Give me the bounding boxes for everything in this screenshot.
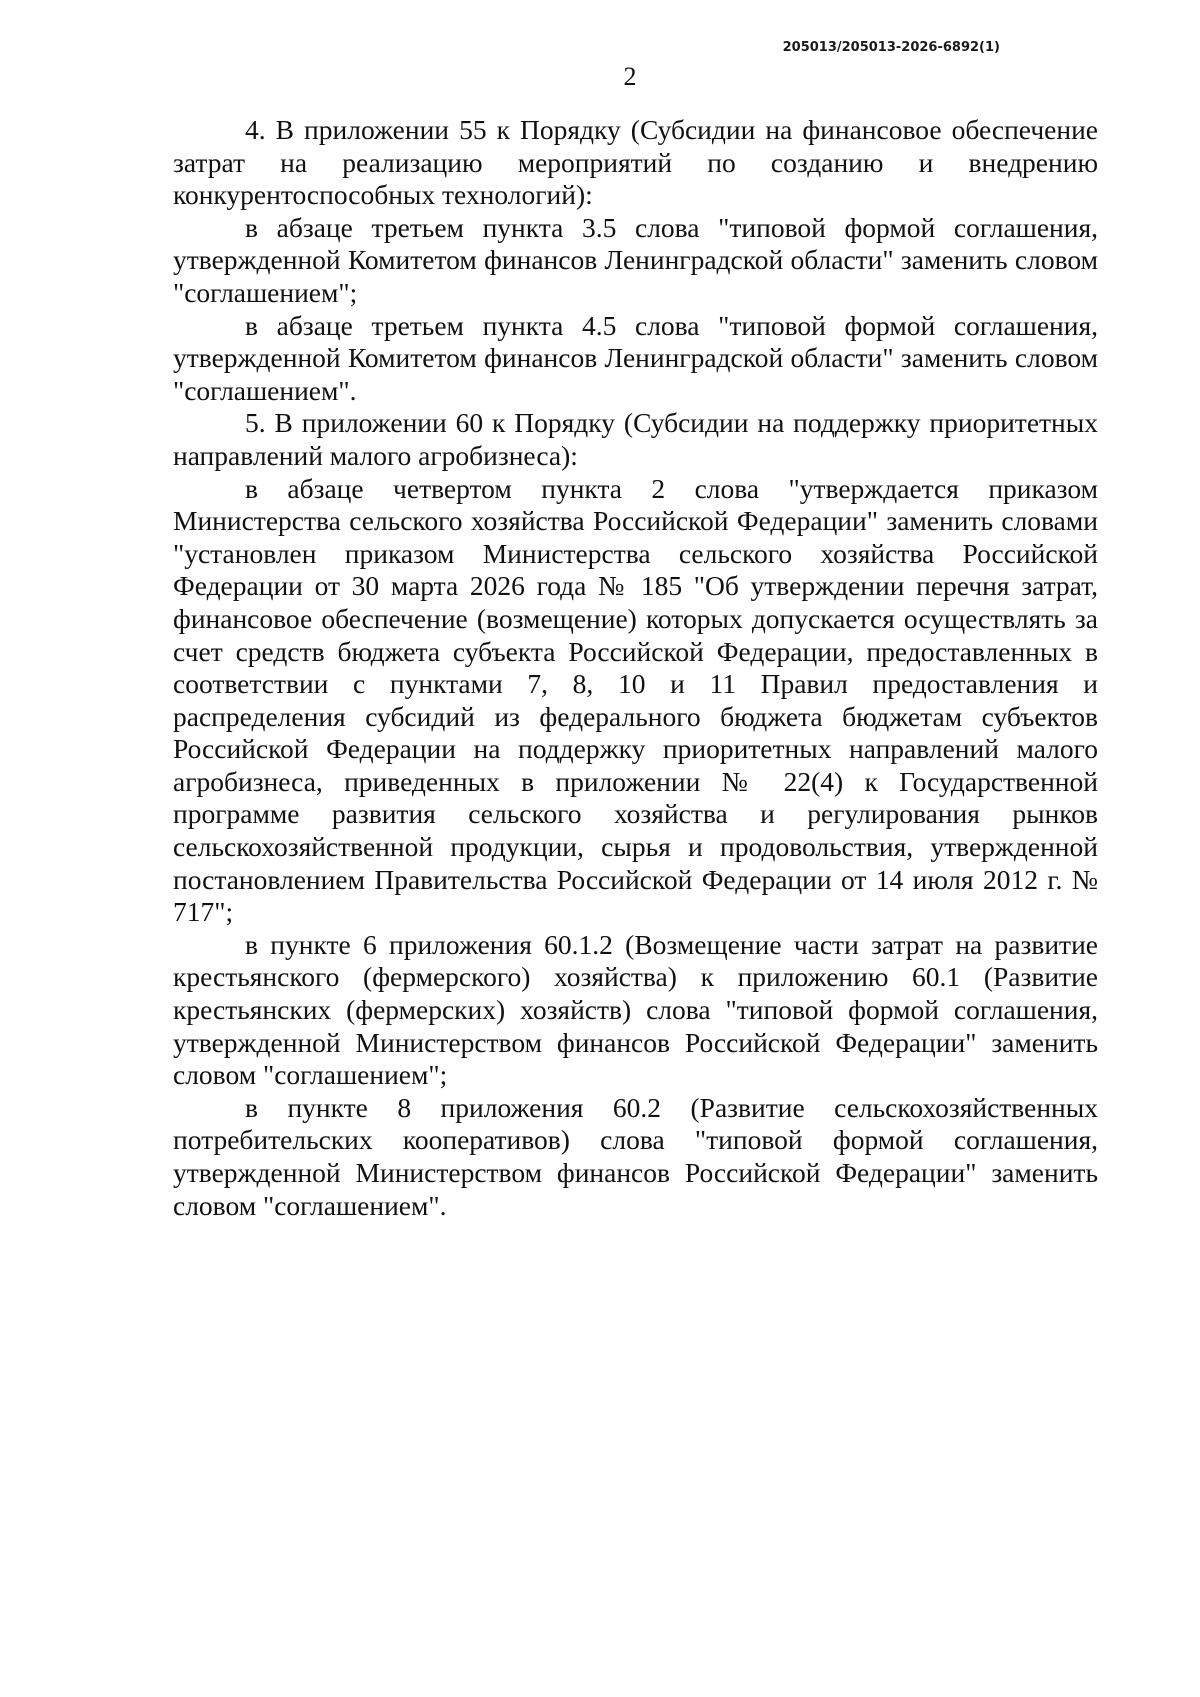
paragraph-amendment-3-5: в абзаце третьем пункта 3.5 слова "типовой формой соглашения, утвержденной Комитетом финансов Ленинградской области" заменить словом "соглашением";	[173, 211, 1098, 308]
paragraph-amendment-point-2: в абзаце четвертом пункта 2 слова "утверждается приказом Министерства сельского хозяйства Российской Федерации" заменить словами "установлен приказом Министерства сельского хозяйства Российской Федерации от 30 марта 2026 года № 185 "Об утверждении перечня затрат, финансовое обеспечение (возмещение) которых допускается осуществлять за счет средств бюджета субъекта Российской Федерации, предоставленных в соответствии с пунктами 7, 8, 10 и 11 Правил предоставления и распределения субсидий из федерального бюджета бюджетам субъектов Российской Федерации на поддержку приоритетных направлений малого агробизнеса, приведенных в приложении № 22(4) к Государственной программе развития сельского хозяйства и регулирования рынков сельскохозяйственной продукции, сырья и продовольствия, утвержденной постановлением Правительства Российской Федерации от 14 июля 2012 г. № 717";	[173, 472, 1098, 928]
paragraph-amendment-60-1-2: в пункте 6 приложения 60.1.2 (Возмещение части затрат на развитие крестьянского (фермерского) хозяйства) к приложению 60.1 (Развитие крестьянских (фермерских) хозяйств) слова "типовой формой соглашения, утвержденной Министерством финансов Российской Федерации" заменить словом "соглашением";	[173, 928, 1098, 1091]
paragraph-item-4: 4. В приложении 55 к Порядку (Субсидии на финансовое обеспечение затрат на реализацию мероприятий по созданию и внедрению конкурентоспособных технологий):	[173, 114, 1098, 211]
paragraph-item-5: 5. В приложении 60 к Порядку (Субсидии на поддержку приоритетных направлений малого агробизнеса):	[173, 407, 1098, 471]
paragraph-amendment-4-5: в абзаце третьем пункта 4.5 слова "типовой формой соглашения, утвержденной Комитетом финансов Ленинградской области" заменить словом "соглашением".	[173, 309, 1098, 406]
page-number: 2	[623, 62, 637, 91]
paragraph-amendment-60-2: в пункте 8 приложения 60.2 (Развитие сельскохозяйственных потребительских кооперативов) слова "типовой формой соглашения, утвержденной Министерством финансов Российской Федерации" заменить словом "соглашением".	[173, 1091, 1098, 1221]
document-body	[173, 114, 1098, 1222]
document-id: 205013/205013-2026-6892(1)	[782, 40, 1000, 55]
